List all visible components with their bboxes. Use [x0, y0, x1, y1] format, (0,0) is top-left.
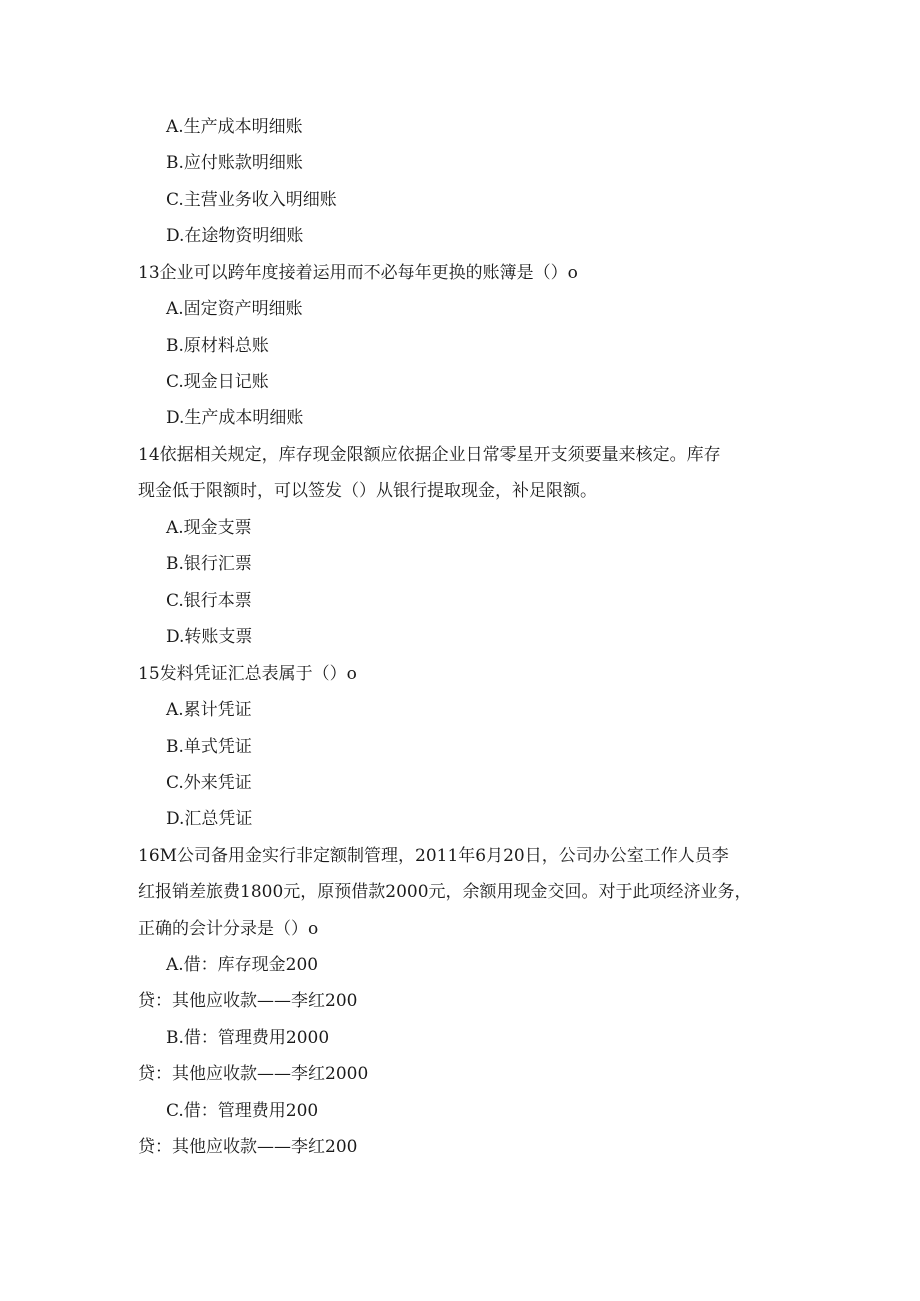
question-16-line-3: 正确的会计分录是（）o [138, 919, 319, 939]
option-a: A.生产成本明细账 [166, 117, 303, 137]
question-13: 13企业可以跨年度接着运用而不必每年更换的账簿是（）o [138, 263, 578, 283]
option-c: C.银行本票 [166, 591, 252, 611]
option-d: D.汇总凭证 [166, 809, 253, 829]
option-c-credit: 贷：其他应收款——李红200 [138, 1137, 358, 1157]
question-14-line-1: 14依据相关规定，库存现金限额应依据企业日常零星开支须要量来核定。库存 [138, 445, 721, 465]
option-a: A.固定资产明细账 [166, 299, 303, 319]
option-c: C.主营业务收入明细账 [166, 190, 337, 210]
option-b: B.银行汇票 [166, 554, 252, 574]
question-14-line-2: 现金低于限额时，可以签发（）从银行提取现金，补足限额。 [138, 481, 597, 501]
option-a-debit: A.借：库存现金200 [166, 955, 319, 975]
question-15: 15发料凭证汇总表属于（）o [138, 664, 357, 684]
option-c: C.外来凭证 [166, 773, 252, 793]
option-b: B.单式凭证 [166, 737, 252, 757]
option-b-debit: B.借：管理费用2000 [166, 1028, 330, 1048]
question-16-line-1: 16M公司备用金实行非定额制管理，2011年6月20日，公司办公室工作人员李 [138, 846, 729, 866]
option-d: D.转账支票 [166, 627, 253, 647]
option-c-debit: C.借：管理费用200 [166, 1101, 319, 1121]
option-d: D.在途物资明细账 [166, 226, 304, 246]
option-b: B.应付账款明细账 [166, 153, 303, 173]
option-b-credit: 贷：其他应收款——李红2000 [138, 1064, 369, 1084]
option-c: C.现金日记账 [166, 372, 269, 392]
option-a: A.累计凭证 [166, 700, 252, 720]
option-d: D.生产成本明细账 [166, 408, 304, 428]
option-a-credit: 贷：其他应收款——李红200 [138, 991, 358, 1011]
option-b: B.原材料总账 [166, 336, 269, 356]
option-a: A.现金支票 [166, 518, 252, 538]
question-16-line-2: 红报销差旅费1800元，原预借款2000元，余额用现金交回。对于此项经济业务， [138, 882, 752, 902]
